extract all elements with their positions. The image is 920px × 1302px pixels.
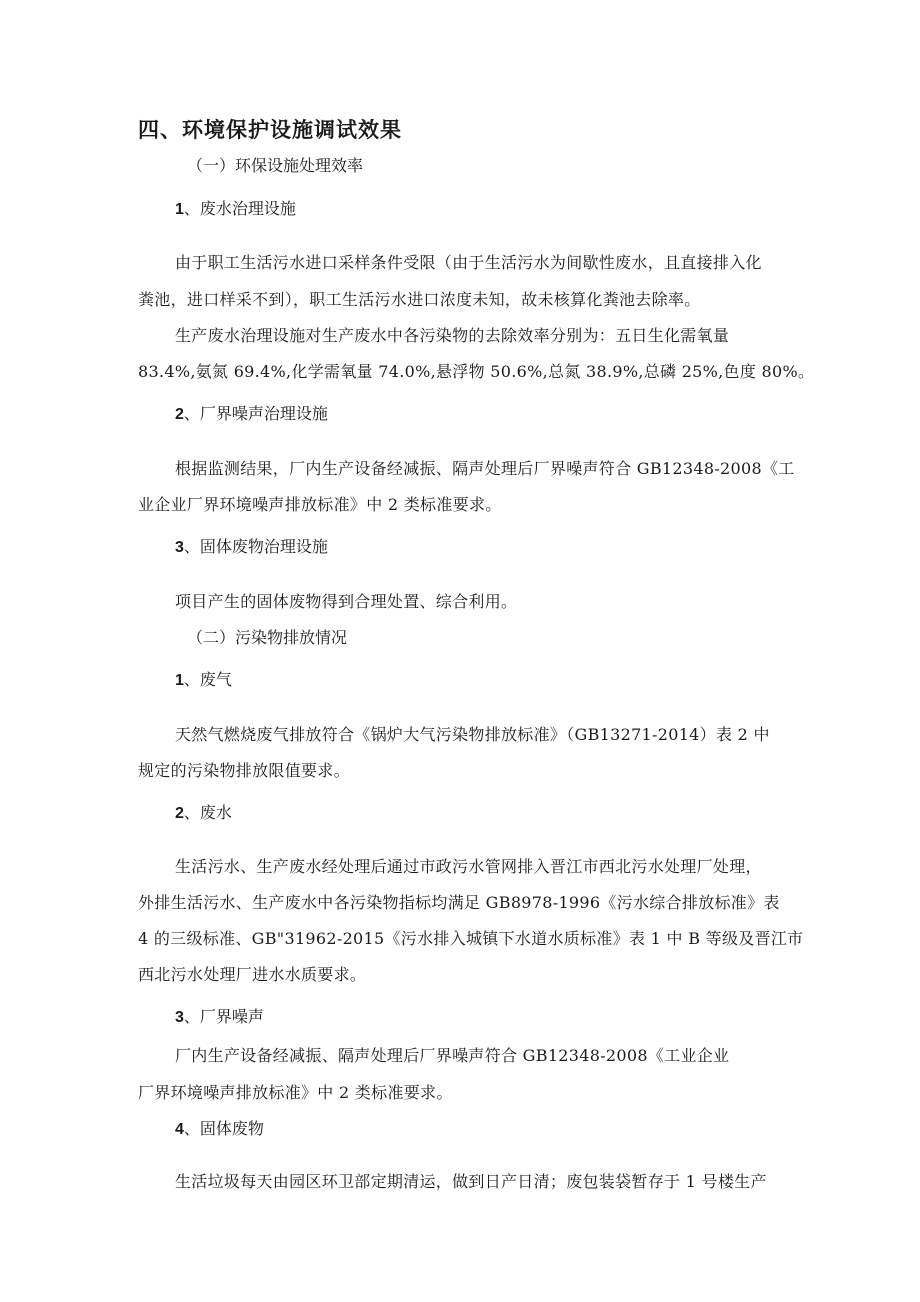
item-number: 1: [175, 672, 184, 689]
item-number: 3: [175, 1009, 184, 1026]
item-title: 、废水: [183, 803, 232, 822]
item-title: 、废水治理设施: [183, 199, 296, 218]
item-number: 2: [175, 805, 184, 822]
paragraph-line: 天然气燃烧废气排放符合《锅炉大气污染物排放标准》（GB13271-2014）表 2 中: [175, 725, 770, 744]
paragraph-line: 厂内生产设备经减振、隔声处理后厂界噪声符合 GB12348-2008《工业企业: [175, 1046, 730, 1065]
item-title: 、厂界噪声: [183, 1007, 264, 1026]
item-number: 4: [175, 1121, 184, 1138]
item-number: 3: [175, 539, 184, 556]
paragraph-line: 生产废水治理设施对生产废水中各污染物的去除效率分别为：五日生化需氧量: [175, 326, 730, 345]
item-heading-wastewater-facility: [175, 196, 296, 219]
paragraph-line: 规定的污染物排放限值要求。: [138, 761, 350, 780]
paragraph-line: 83.4%,氨氮 69.4%,化学需氧量 74.0%,悬浮物 50.6%,总氮 38.9%,总磷 25%,色度 80%。: [138, 362, 815, 381]
paragraph-line: 厂界环境噪声排放标准》中 2 类标准要求。: [138, 1083, 453, 1102]
item-heading-wastewater: [175, 800, 232, 823]
paragraph-line: 4 的三级标准、GB"31962-2015《污水排入城镇下水道水质标准》表 1 中 B 等级及晋江市: [138, 929, 804, 948]
paragraph-line: 项目产生的固体废物得到合理处置、综合利用。: [175, 592, 518, 611]
item-title: 、固体废物治理设施: [183, 537, 328, 556]
paragraph-line: 粪池，进口样采不到），职工生活污水进口浓度未知，故未核算化粪池去除率。: [138, 290, 701, 309]
item-title: 、废气: [183, 670, 232, 689]
paragraph-line: 外排生活污水、生产废水中各污染物指标均满足 GB8978-1996《污水综合排放标准》表: [138, 893, 780, 912]
item-heading-solid-waste-facility: [175, 534, 328, 557]
item-number: 2: [175, 406, 184, 423]
subsection-title-efficiency: （一）环保设施处理效率: [187, 156, 364, 175]
paragraph-line: 生活垃圾每天由园区环卫部定期清运，做到日产日清；废包装袋暂存于 1 号楼生产: [175, 1172, 767, 1191]
item-heading-noise-facility: [175, 401, 328, 424]
item-number: 1: [175, 201, 184, 218]
paragraph-line: 根据监测结果，厂内生产设备经减振、隔声处理后厂界噪声符合 GB12348-2008《工: [175, 459, 795, 478]
subsection-title-emissions: （二）污染物排放情况: [187, 628, 348, 647]
paragraph-line: 西北污水处理厂进水水质要求。: [138, 965, 367, 984]
item-title: 、固体废物: [183, 1119, 264, 1138]
paragraph-line: 生活污水、生产废水经处理后通过市政污水管网排入晋江市西北污水处理厂处理，: [175, 857, 762, 876]
item-heading-solid-waste: [175, 1116, 264, 1139]
paragraph-line: 业企业厂界环境噪声排放标准》中 2 类标准要求。: [138, 495, 502, 514]
item-title: 、厂界噪声治理设施: [183, 404, 328, 423]
paragraph-line: 由于职工生活污水进口采样条件受限（由于生活污水为间歇性废水，且直接排入化: [175, 253, 762, 272]
section-title: 四、环境保护设施调试效果: [138, 117, 402, 142]
item-heading-boundary-noise: [175, 1004, 264, 1027]
item-heading-exhaust-gas: [175, 667, 232, 690]
